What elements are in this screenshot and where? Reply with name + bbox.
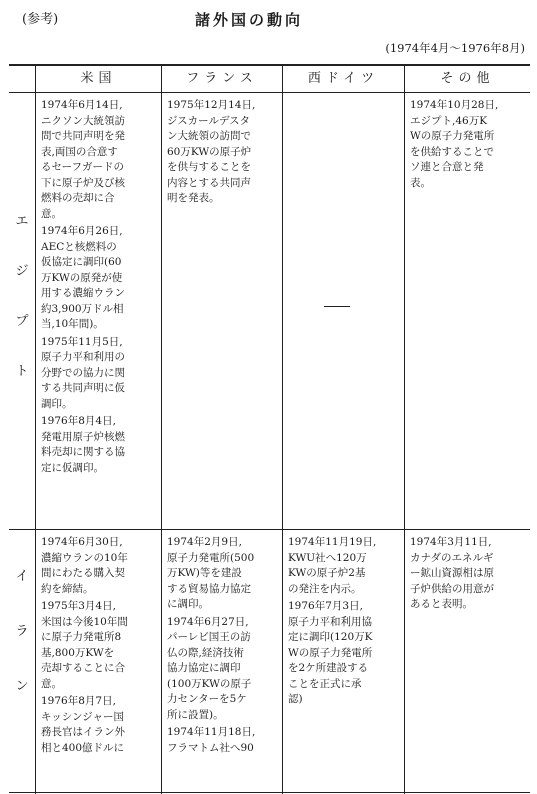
page-title: 諸外国の動向 xyxy=(195,11,304,29)
column-header-west-germany: 西ドイツ xyxy=(307,71,380,86)
column-rule xyxy=(404,64,405,794)
entry-text: 1976年8月4日, 発電用原子炉核燃 料売却に関する協 定に仮調印。 xyxy=(41,415,125,474)
cell-egypt-us xyxy=(41,98,159,478)
reference-label: (参考) xyxy=(22,12,59,27)
row-label-char: プ xyxy=(15,314,29,329)
column-rule xyxy=(282,64,283,794)
entry-text: 1976年8月7日, キッシンジャー国 務長官はイラン外 相と400億ドルに xyxy=(41,695,125,754)
entry-text: 1974年6月30日, 濃縮ウランの10年 間にわたる購入契 約を締結。 xyxy=(41,536,128,595)
entry-text: 1974年3月11日, カナダのエネルギ ー鉱山資源相は原 子炉供給の用意が あると表明。 xyxy=(410,536,494,610)
cell-iran-west-germany xyxy=(288,535,402,710)
row-label-char: ジ xyxy=(15,264,29,279)
row-label-char: ト xyxy=(15,364,29,379)
column-header-other: その他 xyxy=(440,71,495,86)
cell-egypt-other xyxy=(410,98,528,193)
period-range: (1974年4月～1976年8月) xyxy=(385,41,525,55)
column-rule xyxy=(35,64,36,794)
row-label-char: ラ xyxy=(15,624,29,639)
entry-text: 1974年6月14日, ニクソン大統領訪 問で共同声明を発 表,両国の合意す るセーフガードの 下に原子炉及び核 燃料の売却に合 意。 xyxy=(41,99,125,220)
column-header-france: フランス xyxy=(186,71,258,86)
cell-egypt-west-germany-dash xyxy=(324,306,350,307)
row-label-egypt xyxy=(11,210,33,410)
entry-text: 1975年3月4日, 米国は今後10年間 に原子力発電所8 基,800万KWを 売却することに合 意。 xyxy=(41,600,128,690)
row-label-char: イ xyxy=(15,569,29,584)
entry-text: 1975年11月5日, 原子力平和利用の 分野での協力に関 する共同声明に仮 調印。 xyxy=(41,335,125,410)
entry-text: 1974年11月19日, KWU社へ120万 KWの原子炉2基 の発注を内示。 xyxy=(288,536,377,595)
header-bottom-rule xyxy=(9,92,530,93)
column-header-us: 米国 xyxy=(80,71,117,86)
row-label-iran xyxy=(11,565,33,730)
entry-text: 1976年7月3日, 原子力平和利用協 定に調印(120万K Wの原子力発電所 を2ケ所建設する ことを正式に承 認) xyxy=(288,600,373,705)
cell-iran-other xyxy=(410,535,528,615)
row-label-char: ン xyxy=(15,679,29,694)
entry-text: 1974年10月28日, エジプト,46万K Wの原子力発電所 を供給することで ソ連と合意と発 表。 xyxy=(410,99,499,189)
cell-iran-us xyxy=(41,535,159,758)
table-bottom-rule xyxy=(9,792,530,793)
entry-text: 1974年6月26日, AECと核燃料の 仮協定に調印(60 万KWの原発が使 用する濃縮ウラン 約3,900万ドル相 当,10年間)。 xyxy=(41,225,125,330)
column-rule xyxy=(161,64,162,794)
cell-iran-france xyxy=(167,535,281,758)
cell-egypt-france xyxy=(167,98,281,209)
entry-text: 1974年11月18日, フラマトム社へ90 xyxy=(167,726,256,754)
entry-text: 1974年6月27日, パーレビ国王の訪 仏の際,経済技術 協力協定に調印 (100万KWの原子 力センターを5ケ 所に設置)。 xyxy=(167,615,252,721)
row-label-char: エ xyxy=(15,214,29,229)
entry-text: 1974年2月9日, 原子力発電所(500 万KW)等を建設 する貿易協力協定 に調印。 xyxy=(167,536,255,610)
entry-text: 1975年12月14日, ジスカールデスタ ン大統領の訪問で 60万KWの原子炉 を供与することを 内容とする共同声 明を発表。 xyxy=(167,99,256,204)
row-divider-rule xyxy=(9,529,530,530)
